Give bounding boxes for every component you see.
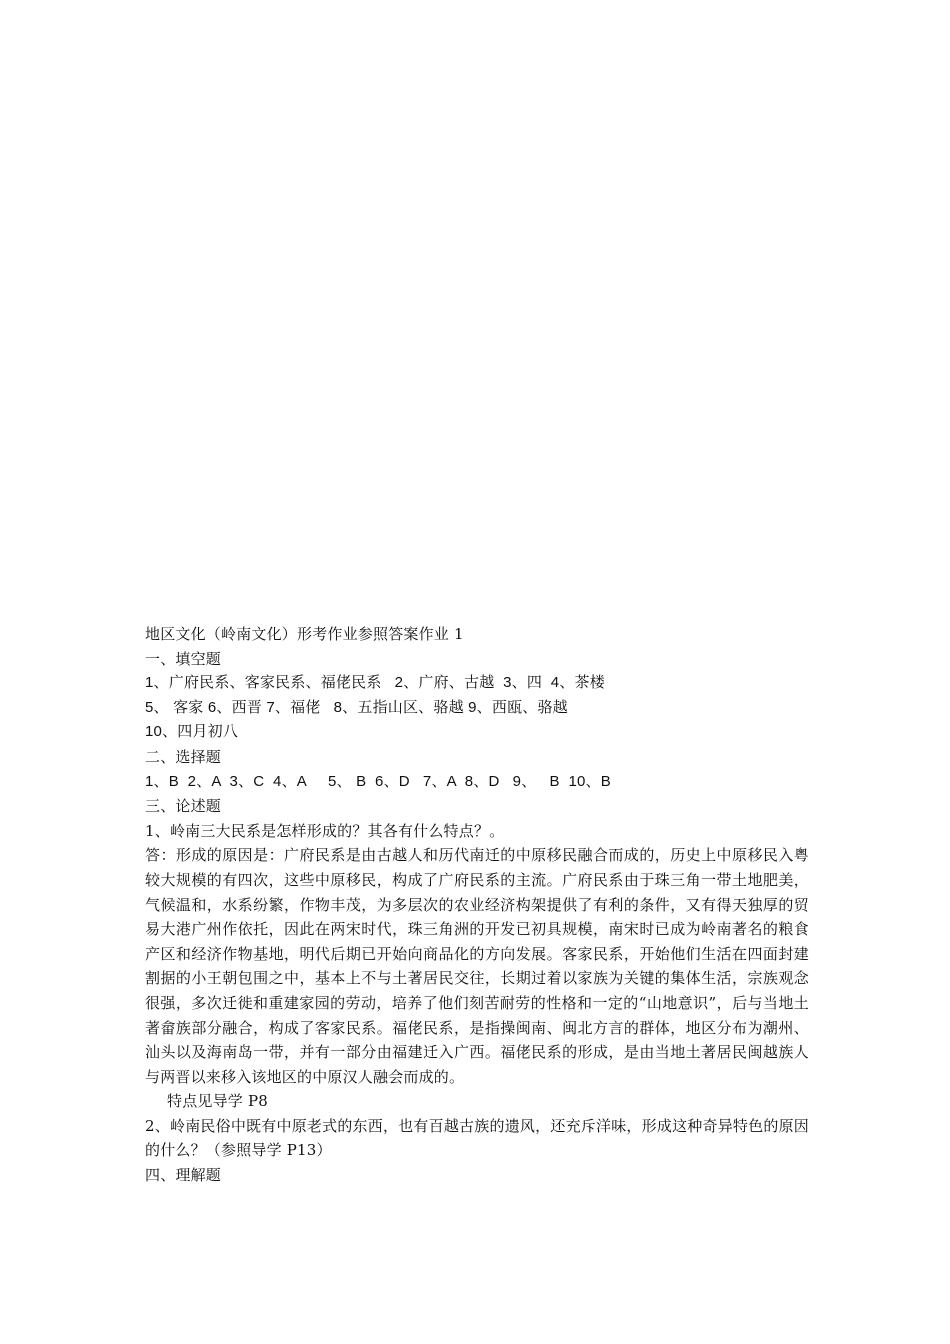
essay-question-1: 1、岭南三大民系是怎样形成的？其各有什么特点？。 xyxy=(145,821,505,840)
fill-in-answers-line-3: 10、四月初八 xyxy=(145,723,239,741)
document-title: 地区文化（岭南文化）形考作业参照答案作业 1 xyxy=(145,625,464,643)
document-content xyxy=(145,622,815,1188)
section-heading-multiple-choice: 二、选择题 xyxy=(145,747,222,766)
essay-question-2: 2、岭南民俗中既有中原老式的东西，也有百越古族的遗风，还充斥洋味，形成这种奇异特色的原因的什么？（参照导学 P13） xyxy=(145,1116,809,1160)
fill-in-answers-line-2: 5、 客家 6、西晋 7、福佬 8、五指山区、骆越 9、西瓯、骆越 xyxy=(145,698,568,716)
section-heading-fill-in: 一、填空题 xyxy=(145,649,222,668)
section-heading-essay: 三、论述题 xyxy=(145,797,222,816)
fill-in-answers-line-1: 1、广府民系、客家民系、福佬民系 2、广府、古越 3、四 4、茶楼 xyxy=(145,674,605,692)
multiple-choice-answers: 1、B 2、A 3、C 4、A 5、 B 6、D 7、A 8、D 9、 B 10、B xyxy=(145,772,611,790)
section-heading-comprehension: 四、理解题 xyxy=(145,1166,222,1185)
essay-note-1: 特点见导学 P8 xyxy=(167,1092,269,1111)
essay-answer-1: 答：形成的原因是：广府民系是由古越人和历代南迁的中原移民融合而成的，历史上中原移民入粤较大规模的有四次，这些中原移民，构成了广府民系的主流。广府民系由于珠三角一带土地肥美，气候温和，水系纷繁，作物丰茂，为多层次的农业经济构架提供了有利的条件，又有得天独厚的贸易大港广州作依托，因此在两宋时代，珠三角洲的开发已初具规模，南宋时已成为岭南著名的粮食产区和经济作物基地，明代后期已开始向商品化的方向发展。客家民系，开始他们生活在四面封建割据的小王朝包围之中，基本上不与土著居民交往，长期过着以家族为关键的集体生活，宗族观念很强，多次迁徙和重建家园的劳动，培养了他们刻苦耐劳的性格和一定的“山地意识”，后与当地土著畲族部分融合，构成了客家民系。福佬民系，是指操闽南、闽北方言的群体，地区分布为潮州、汕头以及海南岛一带，并有一部分由福建迁入广西。福佬民系的形成，是由当地土著居民闽越族人与两晋以来移入该地区的中原汉人融会而成的。 xyxy=(145,846,809,1086)
